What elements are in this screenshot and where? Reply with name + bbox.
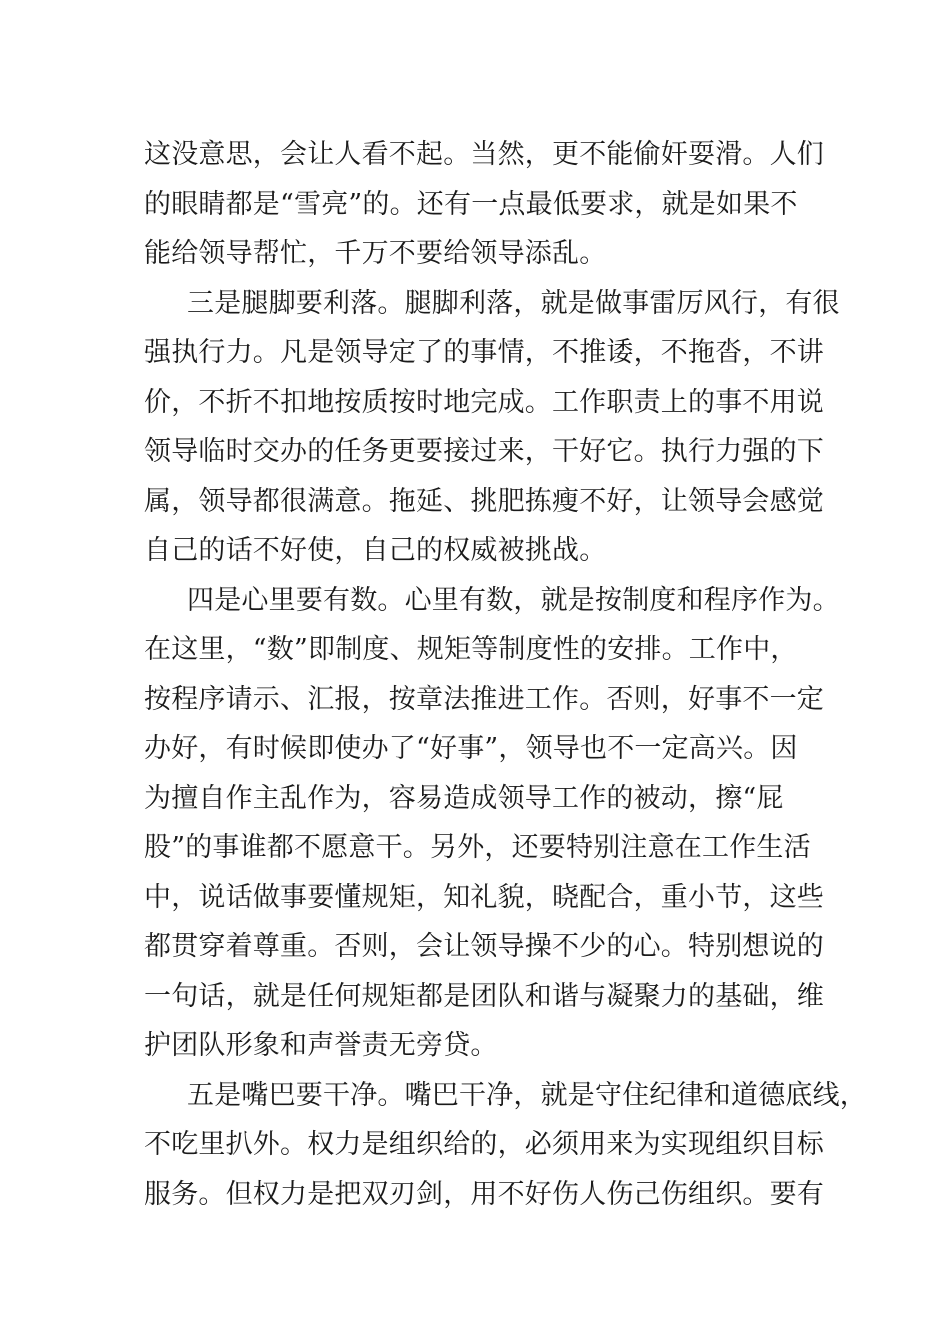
text-line: 领导临时交办的任务更要接过来，干好它。执行力强的下 (144, 436, 824, 467)
text-line: 为擅自作主乱作为，容易造成领导工作的被动，擦“屁 (144, 782, 784, 814)
paragraph-start-line: 五是嘴巴要干净。嘴巴干净，就是守住纪律和道德底线， (187, 1079, 867, 1111)
text-line: 强执行力。凡是领导定了的事情，不推诿，不拖沓，不讲 (144, 337, 824, 368)
paragraph-start-line: 三是腿脚要利落。腿脚利落，就是做事雷厉风行，有很 (187, 287, 840, 319)
text-line: 属，领导都很满意。拖延、挑肥拣瘦不好，让领导会感觉 (144, 485, 824, 517)
text-line: 自己的话不好使，自己的权威被挑战。 (144, 535, 607, 566)
text-line: 办好，有时候即使办了“好事”，领导也不一定高兴。因 (144, 733, 798, 764)
text-line: 中，说话做事要懂规矩，知礼貌，晓配合，重小节，这些 (144, 881, 824, 913)
text-line: 服务。但权力是把双刃剑，用不好伤人伤己伤组织。要有 (144, 1178, 824, 1210)
text-line: 这没意思，会让人看不起。当然，更不能偷奸耍滑。人们 (144, 139, 824, 170)
text-line: 股”的事谁都不愿意干。另外，还要特别注意在工作生活 (144, 832, 811, 863)
text-line: 都贯穿着尊重。否则，会让领导操不少的心。特别想说的 (144, 931, 824, 962)
text-line: 在这里，“数”即制度、规矩等制度性的安排。工作中， (144, 634, 798, 665)
text-line: 能给领导帮忙，千万不要给领导添乱。 (144, 238, 607, 269)
text-line: 护团队形象和声誉责无旁贷。 (144, 1030, 498, 1061)
text-line: 价，不折不扣地按质按时地完成。工作职责上的事不用说 (144, 386, 824, 418)
text-line: 按程序请示、汇报，按章法推进工作。否则，好事不一定 (144, 683, 824, 715)
text-line: 不吃里扒外。权力是组织给的，必须用来为实现组织目标 (144, 1129, 824, 1160)
body-text (144, 130, 867, 1219)
paragraph-start-line: 四是心里要有数。心里有数，就是按制度和程序作为。 (187, 584, 840, 616)
text-line: 一句话，就是任何规矩都是团队和谐与凝聚力的基础，维 (144, 980, 824, 1012)
text-line: 的眼睛都是“雪亮”的。还有一点最低要求，就是如果不 (144, 188, 798, 220)
